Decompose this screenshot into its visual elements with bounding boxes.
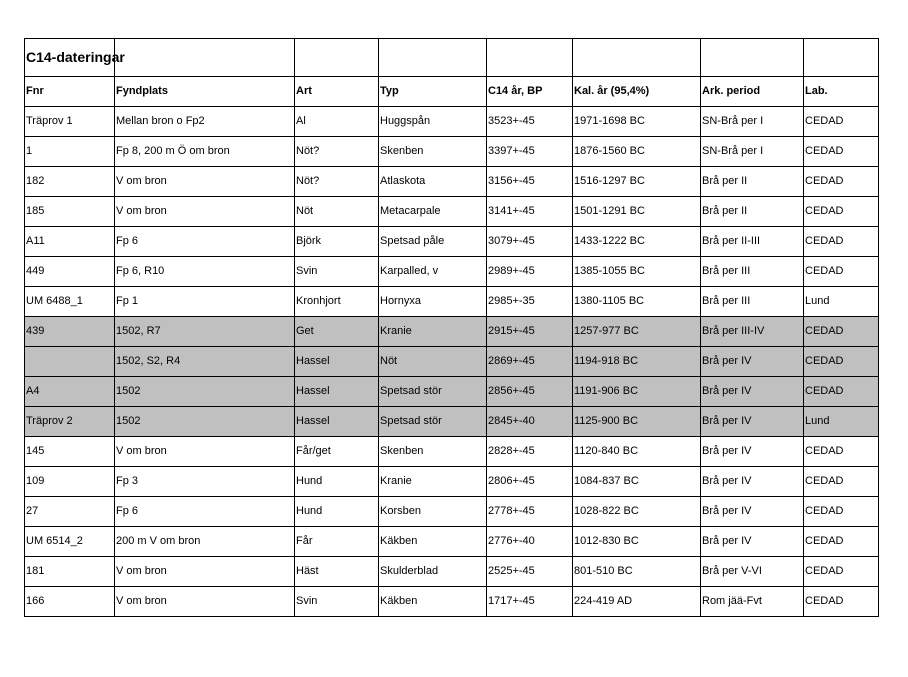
art-cell: Björk	[295, 227, 379, 257]
lab-cell: CEDAD	[804, 197, 879, 227]
kal-ar-cell: 1257-977 BC	[573, 317, 701, 347]
ark-period-cell: Brå per III	[701, 257, 804, 287]
title-empty-cell	[804, 39, 879, 77]
c14-bp-cell: 2525+-45	[487, 557, 573, 587]
fyndplats-cell: V om bron	[115, 197, 295, 227]
header-typ: Typ	[379, 77, 487, 107]
art-cell: Häst	[295, 557, 379, 587]
fyndplats-cell: 200 m V om bron	[115, 527, 295, 557]
fyndplats-cell: Fp 6, R10	[115, 257, 295, 287]
fnr-cell: 181	[25, 557, 115, 587]
typ-cell: Atlaskota	[379, 167, 487, 197]
typ-cell: Käkben	[379, 587, 487, 617]
art-cell: Kronhjort	[295, 287, 379, 317]
ark-period-cell: Brå per IV	[701, 347, 804, 377]
c14-bp-cell: 3156+-45	[487, 167, 573, 197]
fnr-cell: Träprov 1	[25, 107, 115, 137]
art-cell: Nöt	[295, 197, 379, 227]
fyndplats-cell: Mellan bron o Fp2	[115, 107, 295, 137]
lab-cell: CEDAD	[804, 557, 879, 587]
c14-bp-cell: 3523+-45	[487, 107, 573, 137]
lab-cell: Lund	[804, 407, 879, 437]
typ-cell: Spetsad stör	[379, 377, 487, 407]
typ-cell: Hornyxa	[379, 287, 487, 317]
fyndplats-cell: Fp 1	[115, 287, 295, 317]
fnr-cell: 1	[25, 137, 115, 167]
fnr-cell: UM 6514_2	[25, 527, 115, 557]
art-cell: Svin	[295, 257, 379, 287]
kal-ar-cell: 1501-1291 BC	[573, 197, 701, 227]
fnr-cell: A4	[25, 377, 115, 407]
lab-cell: CEDAD	[804, 497, 879, 527]
lab-cell: CEDAD	[804, 527, 879, 557]
art-cell: Hassel	[295, 407, 379, 437]
ark-period-cell: Brå per IV	[701, 377, 804, 407]
art-cell: Får/get	[295, 437, 379, 467]
header-fnr: Fnr	[25, 77, 115, 107]
kal-ar-cell: 1028-822 BC	[573, 497, 701, 527]
fnr-cell: 145	[25, 437, 115, 467]
table-row	[25, 587, 879, 617]
art-cell: Nöt?	[295, 137, 379, 167]
typ-cell: Nöt	[379, 347, 487, 377]
typ-cell: Karpalled, v	[379, 257, 487, 287]
fyndplats-cell: 1502, S2, R4	[115, 347, 295, 377]
ark-period-cell: Brå per V-VI	[701, 557, 804, 587]
fnr-cell: 166	[25, 587, 115, 617]
header-art: Art	[295, 77, 379, 107]
art-cell: Hund	[295, 497, 379, 527]
kal-ar-cell: 1433-1222 BC	[573, 227, 701, 257]
lab-cell: CEDAD	[804, 377, 879, 407]
art-cell: Svin	[295, 587, 379, 617]
art-cell: Nöt?	[295, 167, 379, 197]
c14-dating-table	[24, 38, 879, 617]
table-row	[25, 527, 879, 557]
kal-ar-cell: 224-419 AD	[573, 587, 701, 617]
title-empty-cell	[379, 39, 487, 77]
fyndplats-cell: 1502	[115, 377, 295, 407]
ark-period-cell: Brå per II-III	[701, 227, 804, 257]
ark-period-cell: Brå per IV	[701, 527, 804, 557]
c14-bp-cell: 2828+-45	[487, 437, 573, 467]
typ-cell: Spetsad stör	[379, 407, 487, 437]
header-row	[25, 77, 879, 107]
lab-cell: CEDAD	[804, 107, 879, 137]
typ-cell: Skenben	[379, 137, 487, 167]
table-row	[25, 437, 879, 467]
ark-period-cell: Rom jää-Fvt	[701, 587, 804, 617]
table-row	[25, 257, 879, 287]
fyndplats-cell: 1502, R7	[115, 317, 295, 347]
fnr-cell	[25, 347, 115, 377]
kal-ar-cell: 1380-1105 BC	[573, 287, 701, 317]
fnr-cell: 185	[25, 197, 115, 227]
fyndplats-cell: Fp 6	[115, 227, 295, 257]
table-title: C14-dateringar	[25, 39, 115, 77]
kal-ar-cell: 1385-1055 BC	[573, 257, 701, 287]
art-cell: Får	[295, 527, 379, 557]
c14-bp-cell: 2985+-35	[487, 287, 573, 317]
fnr-cell: Träprov 2	[25, 407, 115, 437]
c14-bp-cell: 3141+-45	[487, 197, 573, 227]
fnr-cell: A11	[25, 227, 115, 257]
lab-cell: CEDAD	[804, 587, 879, 617]
lab-cell: CEDAD	[804, 467, 879, 497]
kal-ar-cell: 1125-900 BC	[573, 407, 701, 437]
ark-period-cell: Brå per IV	[701, 467, 804, 497]
table-row	[25, 287, 879, 317]
typ-cell: Skulderblad	[379, 557, 487, 587]
title-empty-cell	[573, 39, 701, 77]
c14-bp-cell: 2845+-40	[487, 407, 573, 437]
lab-cell: CEDAD	[804, 437, 879, 467]
ark-period-cell: Brå per IV	[701, 437, 804, 467]
fyndplats-cell: Fp 8, 200 m Ö om bron	[115, 137, 295, 167]
header-c14-bp: C14 år, BP	[487, 77, 573, 107]
header-kal-ar: Kal. år (95,4%)	[573, 77, 701, 107]
fnr-cell: 182	[25, 167, 115, 197]
lab-cell: CEDAD	[804, 257, 879, 287]
header-lab: Lab.	[804, 77, 879, 107]
c14-bp-cell: 1717+-45	[487, 587, 573, 617]
ark-period-cell: SN-Brå per I	[701, 137, 804, 167]
c14-bp-cell: 2806+-45	[487, 467, 573, 497]
ark-period-cell: Brå per III-IV	[701, 317, 804, 347]
fyndplats-cell: Fp 3	[115, 467, 295, 497]
kal-ar-cell: 1194-918 BC	[573, 347, 701, 377]
art-cell: Hassel	[295, 347, 379, 377]
kal-ar-cell: 1191-906 BC	[573, 377, 701, 407]
title-empty-cell	[115, 39, 295, 77]
header-fyndplats: Fyndplats	[115, 77, 295, 107]
table-row	[25, 347, 879, 377]
fnr-cell: 109	[25, 467, 115, 497]
typ-cell: Kranie	[379, 467, 487, 497]
typ-cell: Skenben	[379, 437, 487, 467]
lab-cell: CEDAD	[804, 167, 879, 197]
c14-bp-cell: 2778+-45	[487, 497, 573, 527]
title-row	[25, 39, 879, 77]
ark-period-cell: SN-Brå per I	[701, 107, 804, 137]
kal-ar-cell: 1971-1698 BC	[573, 107, 701, 137]
kal-ar-cell: 1120-840 BC	[573, 437, 701, 467]
table-row	[25, 407, 879, 437]
kal-ar-cell: 1876-1560 BC	[573, 137, 701, 167]
kal-ar-cell: 1084-837 BC	[573, 467, 701, 497]
kal-ar-cell: 1516-1297 BC	[573, 167, 701, 197]
c14-bp-cell: 2915+-45	[487, 317, 573, 347]
typ-cell: Metacarpale	[379, 197, 487, 227]
c14-bp-cell: 2869+-45	[487, 347, 573, 377]
c14-bp-cell: 3397+-45	[487, 137, 573, 167]
typ-cell: Spetsad påle	[379, 227, 487, 257]
table-row	[25, 497, 879, 527]
table-row	[25, 107, 879, 137]
table-row	[25, 167, 879, 197]
art-cell: Get	[295, 317, 379, 347]
typ-cell: Huggspån	[379, 107, 487, 137]
typ-cell: Korsben	[379, 497, 487, 527]
lab-cell: CEDAD	[804, 227, 879, 257]
ark-period-cell: Brå per III	[701, 287, 804, 317]
ark-period-cell: Brå per IV	[701, 407, 804, 437]
lab-cell: Lund	[804, 287, 879, 317]
fnr-cell: 27	[25, 497, 115, 527]
lab-cell: CEDAD	[804, 317, 879, 347]
kal-ar-cell: 801-510 BC	[573, 557, 701, 587]
title-empty-cell	[701, 39, 804, 77]
table-row	[25, 317, 879, 347]
table-row	[25, 137, 879, 167]
typ-cell: Käkben	[379, 527, 487, 557]
table-row	[25, 557, 879, 587]
table-row	[25, 377, 879, 407]
fyndplats-cell: V om bron	[115, 587, 295, 617]
fnr-cell: 449	[25, 257, 115, 287]
ark-period-cell: Brå per IV	[701, 497, 804, 527]
table-body	[25, 39, 879, 617]
table-row	[25, 227, 879, 257]
lab-cell: CEDAD	[804, 137, 879, 167]
typ-cell: Kranie	[379, 317, 487, 347]
lab-cell: CEDAD	[804, 347, 879, 377]
fnr-cell: 439	[25, 317, 115, 347]
ark-period-cell: Brå per II	[701, 197, 804, 227]
c14-bp-cell: 2856+-45	[487, 377, 573, 407]
title-empty-cell	[487, 39, 573, 77]
fyndplats-cell: Fp 6	[115, 497, 295, 527]
fyndplats-cell: V om bron	[115, 557, 295, 587]
fyndplats-cell: V om bron	[115, 167, 295, 197]
art-cell: Hassel	[295, 377, 379, 407]
art-cell: Al	[295, 107, 379, 137]
title-empty-cell	[295, 39, 379, 77]
ark-period-cell: Brå per II	[701, 167, 804, 197]
c14-bp-cell: 3079+-45	[487, 227, 573, 257]
fnr-cell: UM 6488_1	[25, 287, 115, 317]
c14-bp-cell: 2776+-40	[487, 527, 573, 557]
table-row	[25, 467, 879, 497]
header-ark-period: Ark. period	[701, 77, 804, 107]
fyndplats-cell: 1502	[115, 407, 295, 437]
c14-bp-cell: 2989+-45	[487, 257, 573, 287]
fyndplats-cell: V om bron	[115, 437, 295, 467]
table-row	[25, 197, 879, 227]
kal-ar-cell: 1012-830 BC	[573, 527, 701, 557]
art-cell: Hund	[295, 467, 379, 497]
